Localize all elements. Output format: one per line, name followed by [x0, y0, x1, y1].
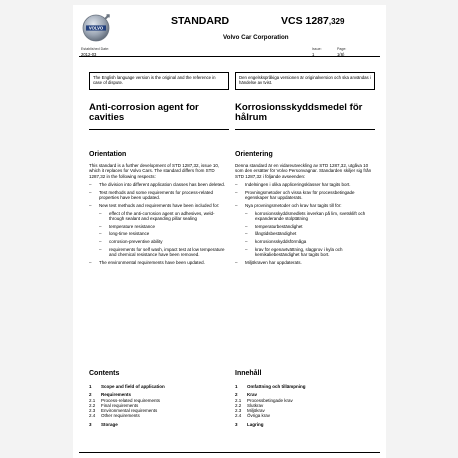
corporation-name: Volvo Car Corporation — [223, 34, 289, 41]
sub-list-item: – requirements for self wash, impact test at low temperature and chemical resistance have been removed. — [89, 247, 229, 258]
volvo-logo — [81, 13, 111, 43]
orientation-intro: This standard is a further development of STD 1287,32, issue 10, which it replaces for Volvo Cars. The standard differs from STD 1287,32 in the following respects: — [89, 163, 220, 179]
contents-list-en — [89, 384, 229, 427]
header-rule — [79, 56, 380, 57]
sub-list-item: – temperaturbeständighet — [235, 224, 375, 229]
page-label: Page: — [337, 47, 347, 51]
toc-row[interactable]: 2.2 Slutkrav — [235, 402, 264, 408]
sub-list-item: – temperature resistance — [89, 224, 229, 229]
page-value: 1(6) — [337, 51, 345, 57]
issue-label: Issue: — [312, 47, 322, 51]
standard-number: VCS 1287,329 — [281, 15, 345, 27]
list-item: – The division into different application classes has been deleted. — [89, 182, 229, 187]
toc-row[interactable]: 1 Omfattning och tillämpning — [235, 384, 306, 389]
list-item: – Test methods and some requirements for process-related properties have been updated. — [89, 190, 229, 201]
toc-row[interactable]: 2.3 Miljökrav — [235, 408, 265, 413]
list-item: – New test methods and requirements have been included for: — [89, 203, 229, 208]
orientation-heading-sv: Orientering — [235, 151, 273, 158]
orientation-heading-en: Orientation — [89, 151, 127, 158]
toc-row[interactable]: 2 Requirements — [89, 392, 132, 398]
orientation-column-sv — [235, 163, 375, 268]
list-item: – Nya provningsmetoder och krav har tagits till för: — [235, 203, 375, 208]
sub-list-item: – effect of the anti-corrosion agent on adhesives, weld-through sealant and expanding pillar sealing — [89, 211, 229, 222]
toc-row[interactable]: 2.4 Övriga krav — [235, 413, 271, 419]
established-value: 2012-03 — [81, 51, 97, 57]
sub-list-item: – krav för egenavtvättning, slagprov i kyla och kemikaliebeständighet har tagits bort. — [235, 247, 375, 258]
document-title-sv: Korrosionsskyddsmedel för hålrum — [235, 102, 363, 124]
list-item: – Miljökraven har uppdaterats. — [235, 260, 375, 265]
orientation-column-en — [89, 163, 229, 268]
toc-row[interactable]: 1 Scope and field of application — [89, 384, 165, 389]
toc-row[interactable]: 2 Krav — [235, 392, 258, 398]
toc-row[interactable]: 2.1 Processbetingade krav — [235, 397, 293, 403]
established-label: Established Date: — [81, 47, 110, 51]
toc-row[interactable]: 2.1 Process-related requirements — [89, 397, 161, 403]
sub-list-item: – korrosionsskyddsmedlets inverkan på lim, svetsklift och expanderande stolptätning — [235, 211, 375, 222]
toc-row[interactable]: 3 Storage — [89, 421, 118, 427]
sub-list-item: – corrosion-preventive ability — [89, 239, 229, 244]
title-rule-en — [89, 129, 229, 130]
toc-row[interactable]: 2.2 Final requirements — [89, 402, 139, 408]
sub-list-item: – långtidsbeständighet — [235, 231, 375, 236]
svg-text:VOLVO: VOLVO — [88, 25, 104, 31]
footer-rule — [79, 452, 380, 453]
sub-list-item: – long-time resistance — [89, 231, 229, 236]
list-item: – Provningsmetoder och vissa krav för processbetingade egenskaper har uppdaterats. — [235, 190, 375, 201]
toc-row[interactable]: 2.3 Environmental requirements — [89, 408, 158, 413]
notice-box-sv: Den engelskspråkiga versionen är originalversion och ska användas i händelse av tvist. — [235, 72, 375, 90]
document-title-en: Anti-corrosion agent for cavities — [89, 102, 199, 124]
list-item: – Indelningen i olika appliceringsklasser har tagits bort. — [235, 182, 375, 187]
orientation-intro: Denna standard är en vidareutveckling av STD 1287,32, utgåva 10 som den ersätter för Volvo Personvagnar. Standarden skiljer sig från STD 1287,32 i följande avseenden: — [235, 163, 372, 179]
sub-list-item: – korrosionsskyddsförmåga — [235, 239, 375, 244]
contents-heading-en: Contents — [89, 370, 120, 377]
title-rule-sv — [235, 129, 375, 130]
contents-list-sv — [235, 384, 375, 427]
contents-heading-sv: Innehåll — [235, 370, 262, 377]
document-page — [73, 5, 386, 458]
toc-row[interactable]: 3 Lagring — [235, 421, 264, 427]
issue-value: 1 — [312, 51, 315, 57]
list-item: – The environmental requirements have been updated. — [89, 260, 229, 265]
toc-row[interactable]: 2.4 Other requirements — [89, 413, 140, 419]
notice-box-en: The English language version is the original and the reference in case of dispute. — [89, 72, 229, 90]
standard-heading: STANDARD — [171, 15, 230, 27]
